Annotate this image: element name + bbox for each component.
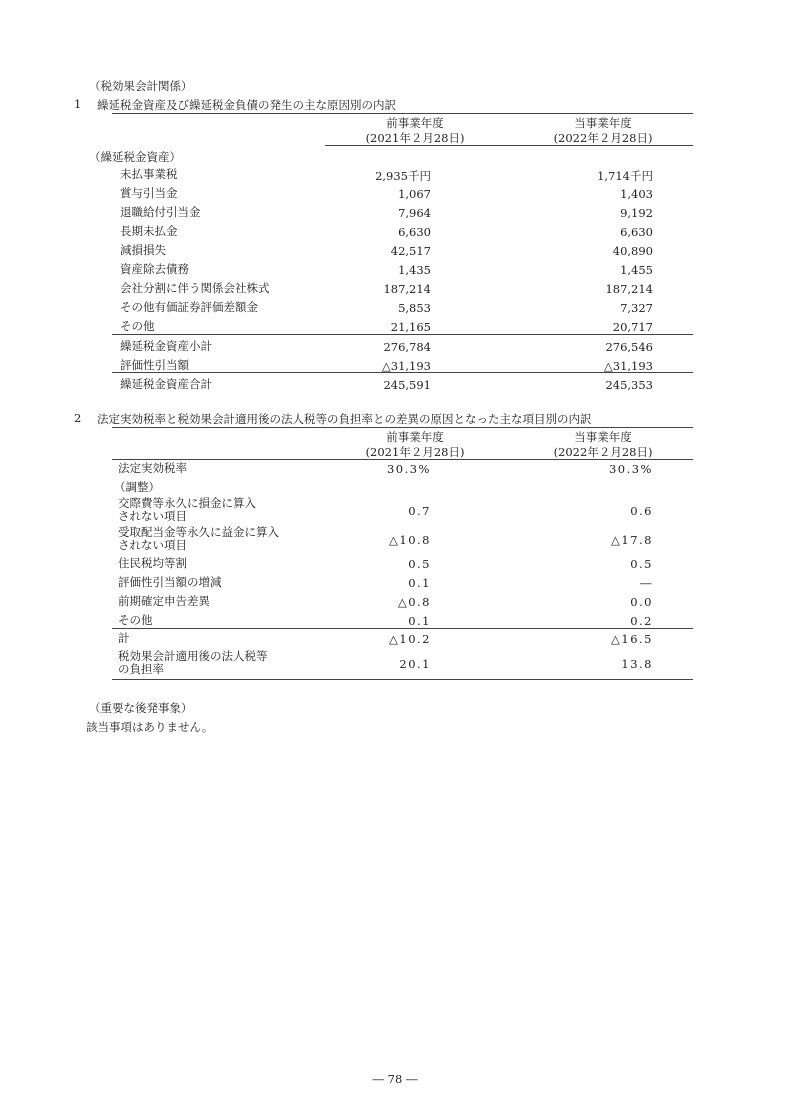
table1-row-cur: 7,327 (620, 301, 653, 315)
table1-row-label: 繰延税金資産小計 (120, 339, 212, 353)
table2-row-cur: 30.3% (608, 462, 653, 476)
table2-row-cur: △17.8 (611, 533, 653, 547)
table2-total-rule (112, 628, 693, 629)
table2-row-label: 受取配当金等永久に益金に算入 (118, 525, 279, 539)
table2-row-cur: 13.8 (621, 657, 653, 671)
table1-row-cur: 187,214 (605, 282, 653, 296)
table1-row-label: 長期未払金 (120, 224, 178, 238)
table2-row-label: 税効果会計適用後の法人税等 (118, 649, 268, 663)
table2-row-prev: 0.5 (408, 557, 431, 571)
table2-row-cur: 0.2 (630, 614, 653, 628)
section-title: （税効果会計関係） (89, 79, 193, 93)
table1-row-label: 繰延税金資産合計 (120, 377, 212, 391)
table1-row-cur: 40,890 (612, 244, 653, 258)
subsequent-events-title: （重要な後発事象） (89, 701, 193, 715)
table2-row-label: その他 (118, 613, 153, 627)
table2-row-cur: △16.5 (611, 632, 653, 646)
table1-row-label: 退職給付引当金 (120, 205, 201, 219)
table1-row-prev: 276,784 (383, 340, 431, 354)
table2-row-cur: ― (640, 576, 653, 590)
table1-row-prev: 5,853 (398, 301, 431, 315)
table1-row-cur: 9,192 (620, 206, 653, 220)
table2-row-label: 住民税均等割 (118, 556, 187, 570)
table1-row-prev: 245,591 (383, 378, 431, 392)
table1-row-prev: 21,165 (390, 320, 431, 334)
table2-row-prev: 0.7 (408, 504, 431, 518)
table2-row-label-cont: の負担率 (118, 662, 164, 676)
table1-subtotal-rule (112, 334, 693, 335)
table1-header-prev-date: (2021年２月28日) (365, 131, 465, 145)
table1-row-prev: 1,435 (398, 263, 431, 277)
table1-row-cur: △31,193 (603, 359, 653, 373)
table2-row-label: 評価性引当額の増減 (118, 575, 222, 589)
table1-row-label: 評価性引当額 (120, 358, 189, 372)
table2-header-prev-date: (2021年２月28日) (365, 445, 465, 459)
table1-total-rule (112, 372, 693, 373)
table2-row-label: 法定実効税率 (118, 461, 187, 475)
table2-row-label-cont: されない項目 (118, 538, 187, 552)
table2-header-cur-date: (2022年２月28日) (553, 445, 653, 459)
subsequent-events-text: 該当事項はありません。 (86, 720, 214, 734)
table2-row-cur: 0.5 (630, 557, 653, 571)
table2-number: 2 (74, 411, 82, 425)
table1-header-prev (325, 116, 505, 146)
table1-row-prev: 1,067 (398, 187, 431, 201)
table1-top-rule (112, 113, 693, 114)
table1-row-prev: △31,193 (381, 359, 431, 373)
table2-row-label-cont: されない項目 (118, 509, 187, 523)
table2-row-prev: 30.3% (386, 462, 431, 476)
table1-row-prev: 42,517 (390, 244, 431, 258)
table2-row-prev: △10.8 (389, 533, 431, 547)
table2-adjust-label: （調整） (114, 480, 160, 494)
table1-row-prev: 2,935千円 (375, 169, 431, 183)
table2-row-label: 計 (118, 631, 130, 645)
table1-row-label: 会社分割に伴う関係会社株式 (120, 281, 270, 295)
table1-header-rule (325, 145, 693, 146)
table2-header-prev (325, 430, 505, 460)
table2-row-label: 前期確定申告差異 (118, 594, 210, 608)
table1-number: 1 (74, 97, 82, 111)
table2-row-prev: △10.2 (389, 632, 431, 646)
table1-row-cur: 276,546 (605, 340, 653, 354)
table1-header-cur-label: 当事業年度 (574, 116, 632, 130)
table2-row-label: 交際費等永久に損金に算入 (118, 496, 256, 510)
table2-header-cur-label: 当事業年度 (574, 430, 632, 444)
page-number: ― 78 ― (372, 1072, 418, 1086)
table1-header-prev-label: 前事業年度 (386, 116, 444, 130)
table1-row-cur: 245,353 (605, 378, 653, 392)
table1-row-prev: 7,964 (398, 206, 431, 220)
table1-row-cur: 1,714千円 (597, 169, 653, 183)
table1-title: 繰延税金資産及び繰延税金負債の発生の主な原因別の内訳 (97, 98, 396, 112)
table2-header-rule (112, 459, 693, 460)
table1-row-prev: 187,214 (383, 282, 431, 296)
table1-row-label: 未払事業税 (120, 167, 178, 181)
table1-group-label: （繰延税金資産） (89, 150, 181, 164)
table2-row-prev: 20.1 (399, 657, 431, 671)
table2-row-prev: 0.1 (408, 576, 431, 590)
table1-row-cur: 1,455 (620, 263, 653, 277)
table1-row-label: その他有価証券評価差額金 (120, 300, 258, 314)
table2-row-cur: 0.6 (630, 504, 653, 518)
table2-row-prev: △0.8 (397, 595, 431, 609)
table2-row-prev: 0.1 (408, 614, 431, 628)
table2-top-rule (112, 427, 693, 428)
table1-header-cur-date: (2022年２月28日) (553, 131, 653, 145)
table1-row-label: 賞与引当金 (120, 186, 178, 200)
table1-row-label: 資産除去債務 (120, 262, 189, 276)
table1-row-label: その他 (120, 319, 155, 333)
table2-header-prev-label: 前事業年度 (386, 430, 444, 444)
table2-header-cur (513, 430, 693, 460)
table1-row-prev: 6,630 (398, 225, 431, 239)
table2-title: 法定実効税率と税効果会計適用後の法人税等の負担率との差異の原因となった主な項目別の内訳 (97, 412, 592, 426)
table1-row-label: 減損損失 (120, 243, 166, 257)
table1-header-cur (513, 116, 693, 146)
table1-row-cur: 1,403 (620, 187, 653, 201)
table1-row-cur: 6,630 (620, 225, 653, 239)
table2-row-cur: 0.0 (630, 595, 653, 609)
table2-bottom-rule (112, 679, 693, 680)
table1-row-cur: 20,717 (612, 320, 653, 334)
